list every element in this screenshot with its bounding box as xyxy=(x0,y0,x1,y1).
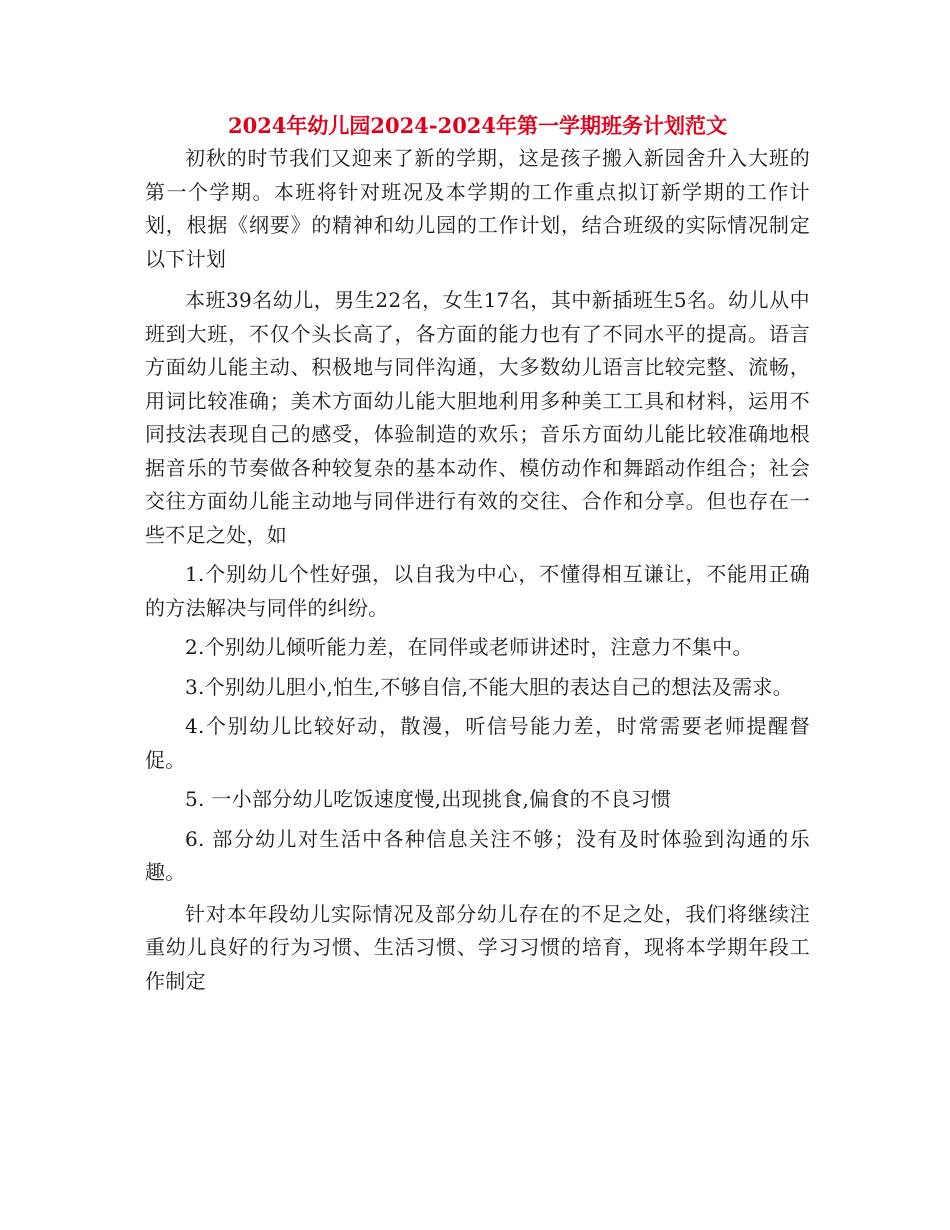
document-title: 2024年幼儿园2024-2024年第一学期班务计划范文 xyxy=(227,113,728,138)
list-item: 3.个别幼儿胆小,怕生,不够自信,不能大胆的表达自己的想法及需求。 xyxy=(185,674,794,699)
list-item: 4.个别幼儿比较好动，散漫，听信号能力差，时常需要老师提醒督促。 xyxy=(145,714,810,772)
list-item: 5. 一小部分幼儿吃饭速度慢,出现挑食,偏食的不良习惯 xyxy=(185,787,672,811)
document-page xyxy=(145,110,810,998)
class-situation-paragraph: 本班39名幼儿，男生22名，女生17名，其中新插班生5名。幼儿从中班到大班，不仅个头长高了，各方面的能力也有了不同水平的提高。语言方面幼儿能主动、积极地与同伴沟通，大多数幼儿语言比较完整、流畅，用词比较准确；美术方面幼儿能大胆地利用多种美工工具和材料，运用不同技法表现自己的感受，体验制造的欢乐；音乐方面幼儿能比较准确地根据音乐的节奏做各种较复杂的基本动作、模仿动作和舞蹈动作组合；社会交往方面幼儿能主动地与同伴进行有效的交往、合作和分享。但也存在一些不足之处，如 xyxy=(145,288,810,547)
list-item: 1.个别幼儿个性好强，以自我为中心，不懂得相互谦让，不能用正确的方法解决与同伴的纠纷。 xyxy=(145,562,810,620)
list-item: 2.个别幼儿倾听能力差，在同伴或老师讲述时，注意力不集中。 xyxy=(185,635,753,659)
issues-list xyxy=(145,558,810,890)
closing-paragraph: 针对本年段幼儿实际情况及部分幼儿存在的不足之处，我们将继续注重幼儿良好的行为习惯、生活习惯、学习习惯的培育，现将本学期年段工作制定 xyxy=(145,901,810,993)
intro-paragraph: 初秋的时节我们又迎来了新的学期，这是孩子搬入新园舍升入大班的第一个学期。本班将针对班况及本学期的工作重点拟订新学期的工作计划，根据《纲要》的精神和幼儿园的工作计划，结合班级的实际情况制定以下计划 xyxy=(145,146,810,271)
list-item: 6. 部分幼儿对生活中各种信息关注不够；没有及时体验到沟通的乐趣。 xyxy=(145,826,810,884)
